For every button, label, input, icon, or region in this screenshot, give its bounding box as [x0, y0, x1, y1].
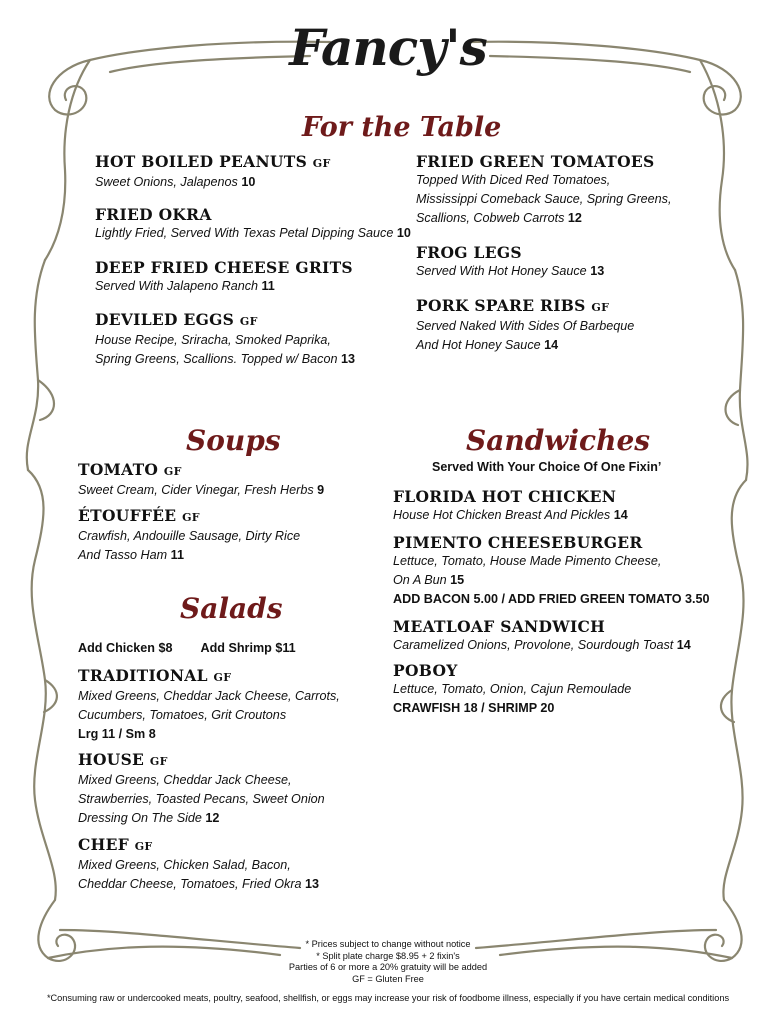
- item-description: Lightly Fried, Served With Texas Petal Dipping Sauce: [95, 226, 394, 240]
- add-chicken-option: Add Chicken $8: [78, 641, 173, 655]
- item-name: FRIED OKRA: [95, 205, 212, 224]
- item-price: 13: [305, 877, 320, 891]
- item-price: 10: [241, 175, 256, 189]
- salad-addons: [78, 641, 296, 655]
- item-description-line: Scallions, Cobweb Carrots: [416, 211, 565, 225]
- item-name: FROG LEGS: [416, 243, 522, 262]
- item-description-line: Spring Greens, Scallions. Topped w/ Bacon: [95, 352, 338, 366]
- section-title-sandwiches: Sandwiches: [466, 424, 651, 457]
- menu-item-florida-hot-chicken: [393, 487, 628, 525]
- item-price: 14: [613, 508, 628, 522]
- menu-item-house-salad: [78, 750, 325, 828]
- item-description-line: Topped With Diced Red Tomatoes,: [416, 173, 611, 187]
- item-description-line: Mixed Greens, Chicken Salad, Bacon,: [78, 858, 291, 872]
- item-description-line: Strawberries, Toasted Pecans, Sweet Onion: [78, 792, 325, 806]
- footer-line: Parties of 6 or more a 20% gratuity will be added: [288, 962, 488, 972]
- item-price: 14: [544, 338, 559, 352]
- item-description-line: Mississippi Comeback Sauce, Spring Greens,: [416, 192, 672, 206]
- menu-item-poboy: [393, 661, 631, 718]
- item-name: FLORIDA HOT CHICKEN: [393, 487, 617, 506]
- menu-item-tomato-soup: [78, 460, 324, 500]
- item-addon-prices: ADD BACON 5.00 / ADD FRIED GREEN TOMATO 3.50: [393, 592, 710, 606]
- item-description-line: Served Naked With Sides Of Barbeque: [416, 319, 635, 333]
- menu-item-frog-legs: [416, 243, 604, 281]
- item-description: House Hot Chicken Breast And Pickles: [393, 508, 611, 522]
- item-description-line: And Tasso Ham: [78, 548, 168, 562]
- item-name: CHEF: [78, 835, 129, 854]
- item-description-line: On A Bun: [393, 573, 447, 587]
- item-name: DEEP FRIED CHEESE GRITS: [95, 258, 353, 277]
- item-price: 13: [590, 264, 605, 278]
- item-name: TRADITIONAL: [78, 666, 208, 685]
- item-name: PORK SPARE RIBS: [416, 296, 586, 315]
- item-description-line: Lettuce, Tomato, House Made Pimento Cheese,: [393, 554, 662, 568]
- menu-item-meatloaf-sandwich: [393, 617, 691, 655]
- section-title-soups: Soups: [186, 424, 281, 457]
- item-price: 11: [170, 548, 184, 562]
- gluten-free-tag: GF: [163, 465, 182, 478]
- item-name: TOMATO: [78, 460, 159, 479]
- item-price: 12: [567, 211, 582, 225]
- item-description: Served With Hot Honey Sauce: [416, 264, 587, 278]
- item-price: 9: [317, 483, 325, 497]
- item-description-line: Mixed Greens, Cheddar Jack Cheese, Carrots,: [78, 689, 340, 703]
- item-size-prices: Lrg 11 / Sm 8: [78, 727, 156, 741]
- menu-item-fried-okra: [95, 205, 411, 243]
- footer-line: * Split plate charge $8.95 + 2 fixin's: [316, 950, 460, 961]
- gluten-free-tag: GF: [149, 755, 168, 768]
- menu-item-deviled-eggs: [95, 310, 355, 369]
- item-name: MEATLOAF SANDWICH: [393, 617, 606, 636]
- item-description-line: Cheddar Cheese, Tomatoes, Fried Okra: [78, 877, 302, 891]
- menu-item-hot-boiled-peanuts: [95, 152, 331, 192]
- footer-notes: [0, 939, 776, 985]
- item-name: HOUSE: [78, 750, 145, 769]
- section-title-salads: Salads: [180, 592, 283, 625]
- food-safety-warning: *Consuming raw or undercooked meats, poultry, seafood, shellfish, or eggs may increase your risk of foodbome illness, especially if you have certain medical conditions: [46, 993, 730, 1003]
- add-shrimp-option: Add Shrimp $11: [200, 641, 296, 655]
- gluten-free-tag: GF: [312, 157, 331, 170]
- item-description-line: And Hot Honey Sauce: [416, 338, 541, 352]
- item-option-prices: CRAWFISH 18 / SHRIMP 20: [393, 701, 555, 715]
- item-description: Caramelized Onions, Provolone, Sourdough Toast: [393, 638, 674, 652]
- footer-line: GF = Gluten Free: [352, 973, 424, 984]
- menu-item-fried-green-tomatoes: [416, 152, 671, 228]
- menu-item-etouffee: [78, 506, 300, 565]
- gluten-free-tag: GF: [213, 671, 232, 684]
- item-description-line: Mixed Greens, Cheddar Jack Cheese,: [78, 773, 292, 787]
- menu-item-deep-fried-cheese-grits: [95, 258, 353, 296]
- item-description-line: Cucumbers, Tomatoes, Grit Croutons: [78, 708, 287, 722]
- item-name: DEVILED EGGS: [95, 310, 235, 329]
- item-description-line: House Recipe, Sriracha, Smoked Paprika,: [95, 333, 331, 347]
- item-name: POBOY: [393, 661, 458, 680]
- gluten-free-tag: GF: [239, 315, 258, 328]
- item-description: Sweet Cream, Cider Vinegar, Fresh Herbs: [78, 483, 314, 497]
- sandwiches-subtitle: Served With Your Choice Of One Fixin’: [432, 460, 662, 474]
- item-description-line: Dressing On The Side: [78, 811, 202, 825]
- menu-item-chef-salad: [78, 835, 319, 894]
- section-title-for-the-table: For the Table: [302, 112, 502, 143]
- item-name: PIMENTO CHEESEBURGER: [393, 533, 643, 552]
- item-price: 13: [340, 352, 355, 366]
- item-price: 14: [676, 638, 691, 652]
- item-price: 11: [261, 279, 275, 293]
- item-price: 15: [450, 573, 465, 587]
- restaurant-logo: Fancy's: [289, 18, 487, 77]
- item-name: HOT BOILED PEANUTS: [95, 152, 308, 171]
- item-description: Served With Jalapeno Ranch: [95, 279, 258, 293]
- item-description: Lettuce, Tomato, Onion, Cajun Remoulade: [393, 682, 632, 696]
- menu-item-traditional-salad: [78, 666, 340, 744]
- item-description: Sweet Onions, Jalapenos: [95, 175, 238, 189]
- footer-line: * Prices subject to change without notice: [305, 939, 471, 949]
- item-name: FRIED GREEN TOMATOES: [416, 152, 655, 171]
- menu-item-pimento-cheeseburger: [393, 533, 710, 609]
- item-description-line: Crawfish, Andouille Sausage, Dirty Rice: [78, 529, 301, 543]
- item-price: 12: [205, 811, 220, 825]
- gluten-free-tag: GF: [134, 840, 153, 853]
- item-price: 10: [396, 226, 411, 240]
- gluten-free-tag: GF: [591, 301, 610, 314]
- gluten-free-tag: GF: [182, 511, 200, 524]
- menu-item-pork-spare-ribs: [416, 296, 634, 355]
- item-name: ÉTOUFFÉE: [78, 506, 177, 525]
